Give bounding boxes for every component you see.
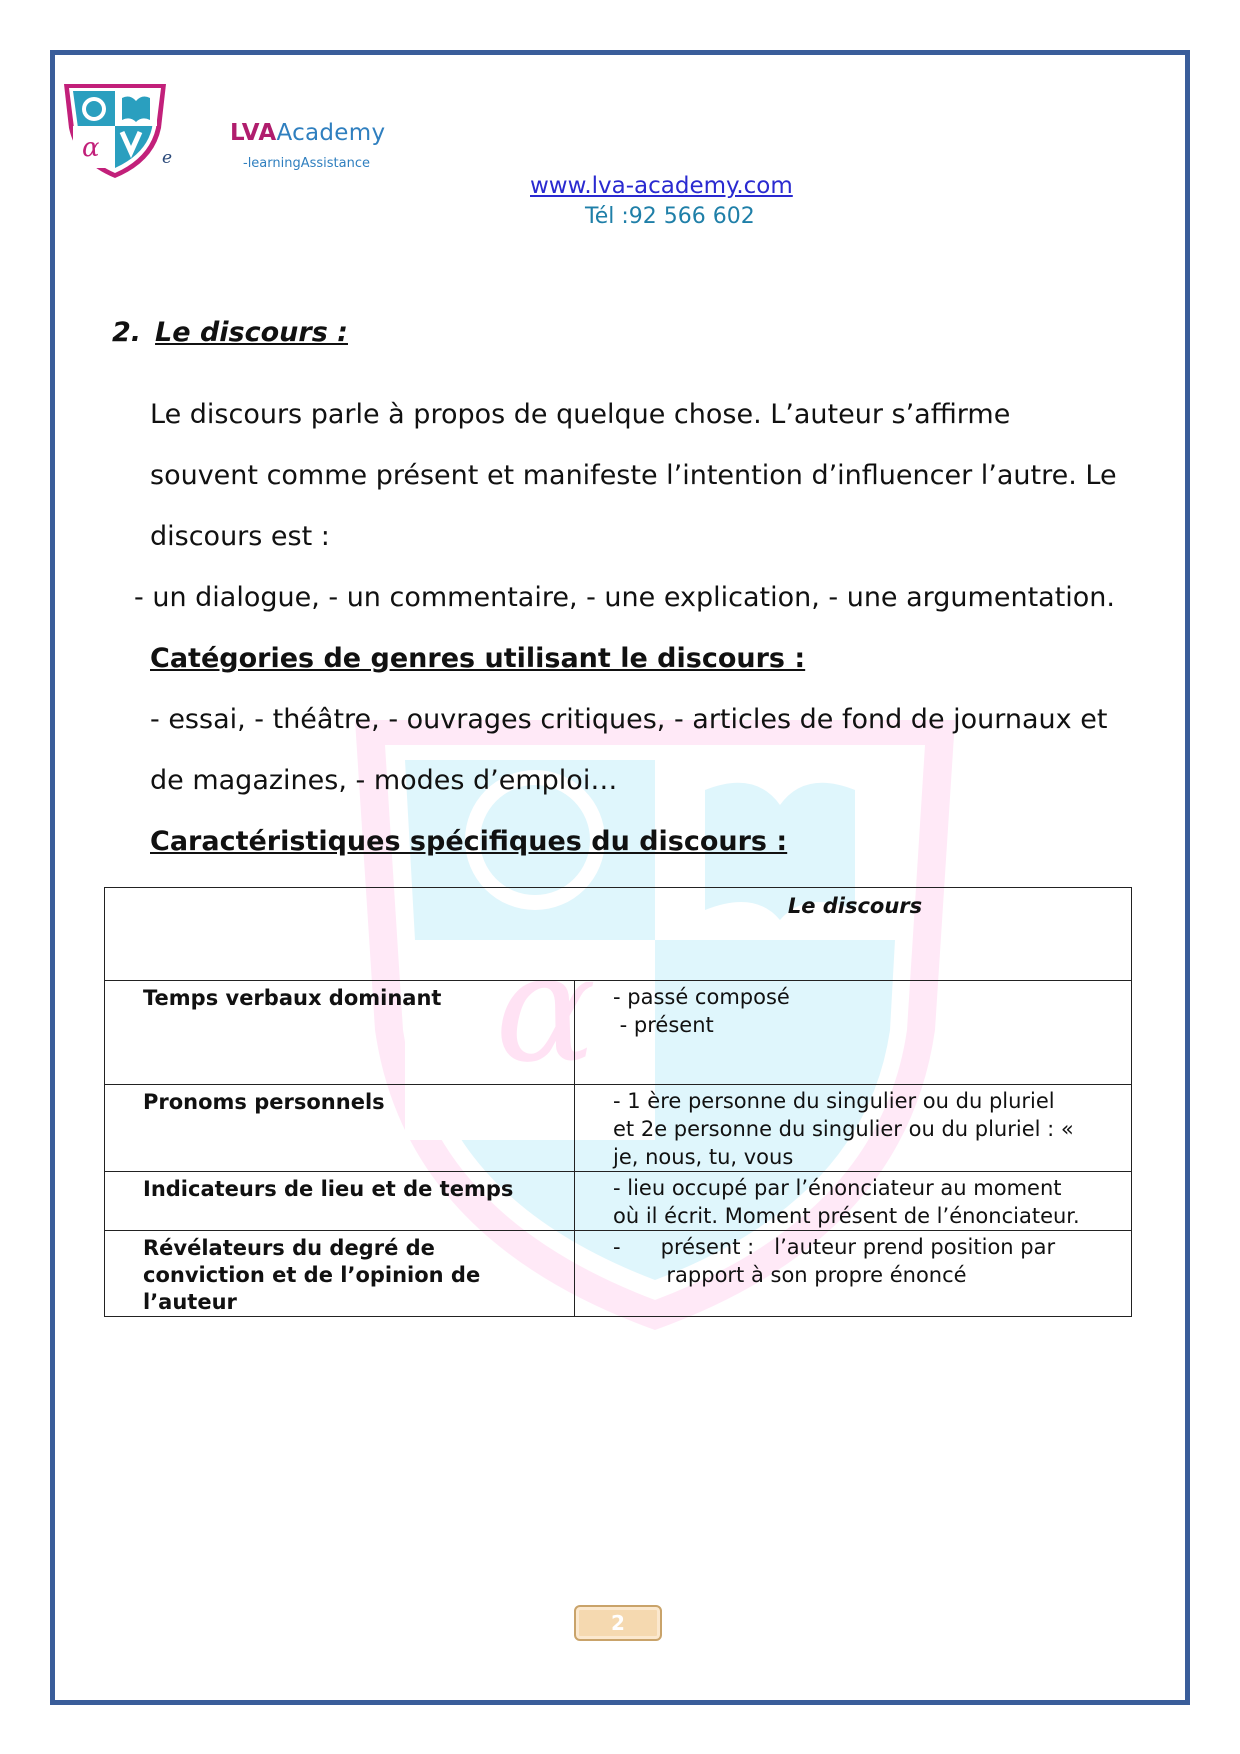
row-value [575,1085,1132,1172]
page-number: 2 [574,1605,662,1641]
phone-number: Tél :92 566 602 [585,204,755,229]
row-value [575,1172,1132,1231]
body-line-3: discours est : [150,521,330,552]
row-label: Pronoms personnels [105,1085,575,1172]
table-header-row [105,888,1132,981]
row-value-line: - présent [613,1013,714,1037]
row-label: Temps verbaux dominant [105,981,575,1085]
svg-text:α: α [82,133,100,163]
section-title [112,317,348,348]
row-value-line: je, nous, tu, vous [613,1145,794,1169]
lva-logo [60,80,173,180]
row-value-line: - passé composé [613,985,790,1009]
body-line-4: - un dialogue, - un commentaire, - une explication, - une argumentation. [134,582,1116,613]
svg-text:α: α [495,922,597,1096]
brand-academy: Academy [276,120,386,146]
caracteristiques-heading: Caractéristiques spécifiques du discours : [150,826,788,857]
website-link[interactable]: www.lva-academy.com [530,173,793,199]
body-line-2: souvent comme présent et manifeste l’intention d’influencer l’autre. Le [150,460,1117,491]
genres-line-2: de magazines, - modes d’emploi… [150,765,618,796]
row-value-line: - lieu occupé par l’énonciateur au moment [613,1176,1062,1200]
table-row [105,1085,1132,1172]
row-label: Révélateurs du degré de conviction et de l’opinion de l’auteur [105,1231,575,1317]
section-title-text: Le discours : [155,317,348,348]
logo-e-mark: e [162,148,173,168]
table-header-cell [105,888,1132,981]
genres-heading: Catégories de genres utilisant le discours : [150,643,806,674]
row-value [575,1231,1132,1317]
table-row [105,1231,1132,1317]
row-value-line: et 2e personne du singulier ou du pluriel : « [613,1117,1074,1141]
discours-table [104,887,1132,1317]
row-value-line: - 1 ère personne du singulier ou du pluriel [613,1089,1055,1113]
genres-line-1: - essai, - théâtre, - ouvrages critiques, - articles de fond de journaux et [150,704,1108,735]
row-value-line: - présent : l’auteur prend position par [613,1235,1056,1259]
brand-lva: LVA [230,120,277,146]
brand-name [230,120,385,146]
row-label: Indicateurs de lieu et de temps [105,1172,575,1231]
table-row [105,1172,1132,1231]
table-row [105,981,1132,1085]
table-header-text: Le discours [787,894,923,918]
body-line-1: Le discours parle à propos de quelque chose. L’auteur s’affirme [150,399,1011,430]
row-value-line: où il écrit. Moment présent de l’énonciateur. [613,1204,1080,1228]
row-value [575,981,1132,1085]
row-value-line: rapport à son propre énoncé [613,1263,967,1287]
brand-tagline: -learningAssistance [243,156,370,171]
section-number: 2. [112,317,142,348]
